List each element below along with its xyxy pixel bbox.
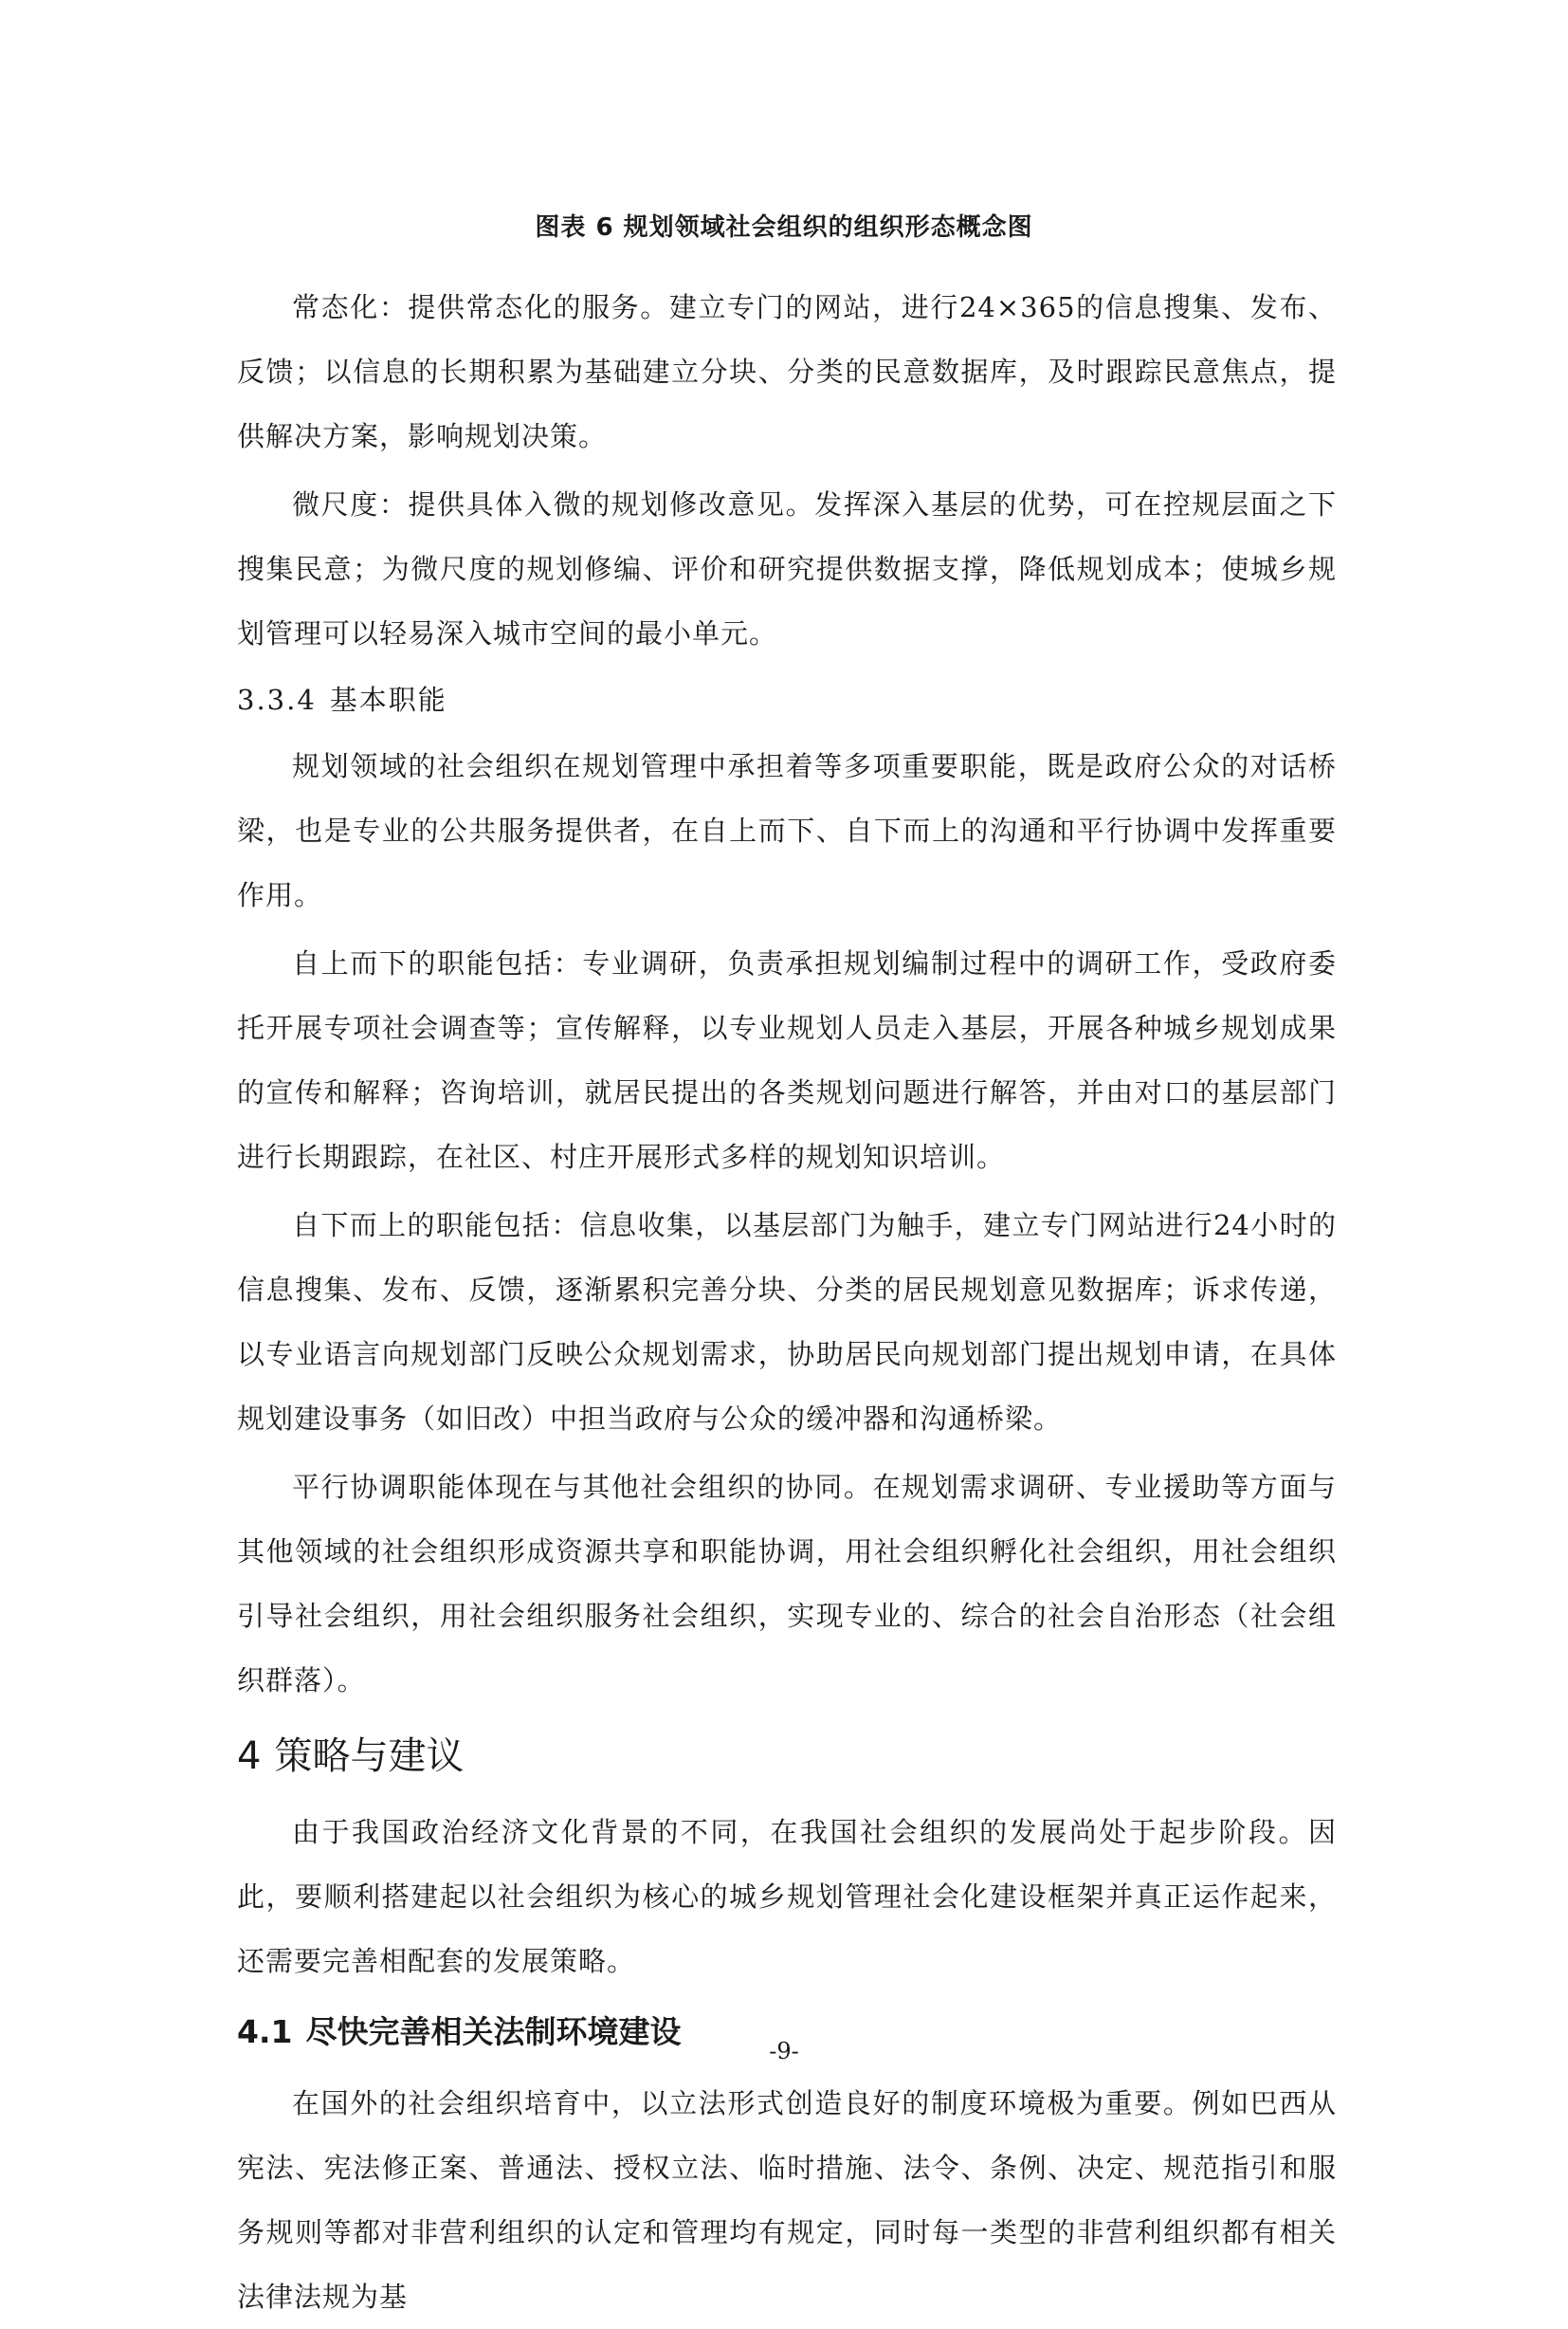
- figure-caption: 图表 6 规划领域社会组织的组织形态概念图: [535, 213, 1033, 242]
- section-heading-4: [237, 1713, 1337, 1800]
- paragraph-micro-scale: 微尺度：提供具体入微的规划修改意见。发挥深入基层的优势，可在控规层面之下搜集民意；为微尺度的规划修编、评价和研究提供数据支撑，降低规划成本；使城乡规划管理可以轻易深入城市空间的最小单元。: [237, 488, 1337, 650]
- paragraph-bottom-up: 自下而上的职能包括：信息收集，以基层部门为触手，建立专门网站进行24小时的信息搜集、发布、反馈，逐渐累积完善分块、分类的居民规划意见数据库；诉求传递，以专业语言向规划部门反映公众规划需求，协助居民向规划部门提出规划申请，在具体规划建设事务（如旧改）中担当政府与公众的缓冲器和沟通桥梁。: [237, 1209, 1337, 1435]
- section-title: 策略与建议: [274, 1734, 465, 1778]
- body-content: [237, 275, 1337, 2329]
- page-number: -9-: [769, 2038, 799, 2064]
- paragraph-functions-intro: 规划领域的社会组织在规划管理中承担着等多项重要职能，既是政府公众的对话桥梁，也是专业的公共服务提供者，在自上而下、自下而上的沟通和平行协调中发挥重要作用。: [237, 750, 1337, 911]
- section-number: 3.3.4: [237, 684, 317, 716]
- paragraph-strategy-intro: 由于我国政治经济文化背景的不同，在我国社会组织的发展尚处于起步阶段。因此，要顺利搭建起以社会组织为核心的城乡规划管理社会化建设框架并真正运作起来，还需要完善相配套的发展策略。: [237, 1816, 1337, 1977]
- paragraph-normalization: 常态化：提供常态化的服务。建立专门的网站，进行24×365的信息搜集、发布、反馈；以信息的长期积累为基础建立分块、分类的民意数据库，及时跟踪民意焦点，提供解决方案，影响规划决策。: [237, 291, 1337, 452]
- section-heading-3-3-4: [237, 666, 1337, 734]
- paragraph-parallel: 平行协调职能体现在与其他社会组织的协同。在规划需求调研、专业援助等方面与其他领域的社会组织形成资源共享和职能协调，用社会组织孵化社会组织，用社会组织引导社会组织，用社会组织服务社会组织，实现专业的、综合的社会自治形态（社会组织群落）。: [237, 1471, 1337, 1696]
- section-number: 4: [237, 1734, 262, 1778]
- paragraph-legal-environment: 在国外的社会组织培育中，以立法形式创造良好的制度环境极为重要。例如巴西从宪法、宪法修正案、普通法、授权立法、临时措施、法令、条例、决定、规范指引和服务规则等都对非营利组织的认定和管理均有规定，同时每一类型的非营利组织都有相关法律法规为基: [237, 2087, 1337, 2313]
- section-title: 尽快完善相关法制环境建设: [305, 2013, 682, 2050]
- section-title: 基本职能: [329, 684, 447, 716]
- paragraph-top-down: 自上而下的职能包括：专业调研，负责承担规划编制过程中的调研工作，受政府委托开展专项社会调查等；宣传解释，以专业规划人员走入基层，开展各种城乡规划成果的宣传和解释；咨询培训，就居民提出的各类规划问题进行解答，并由对口的基层部门进行长期跟踪，在社区、村庄开展形式多样的规划知识培训。: [237, 947, 1337, 1173]
- section-number: 4.1: [237, 2013, 293, 2050]
